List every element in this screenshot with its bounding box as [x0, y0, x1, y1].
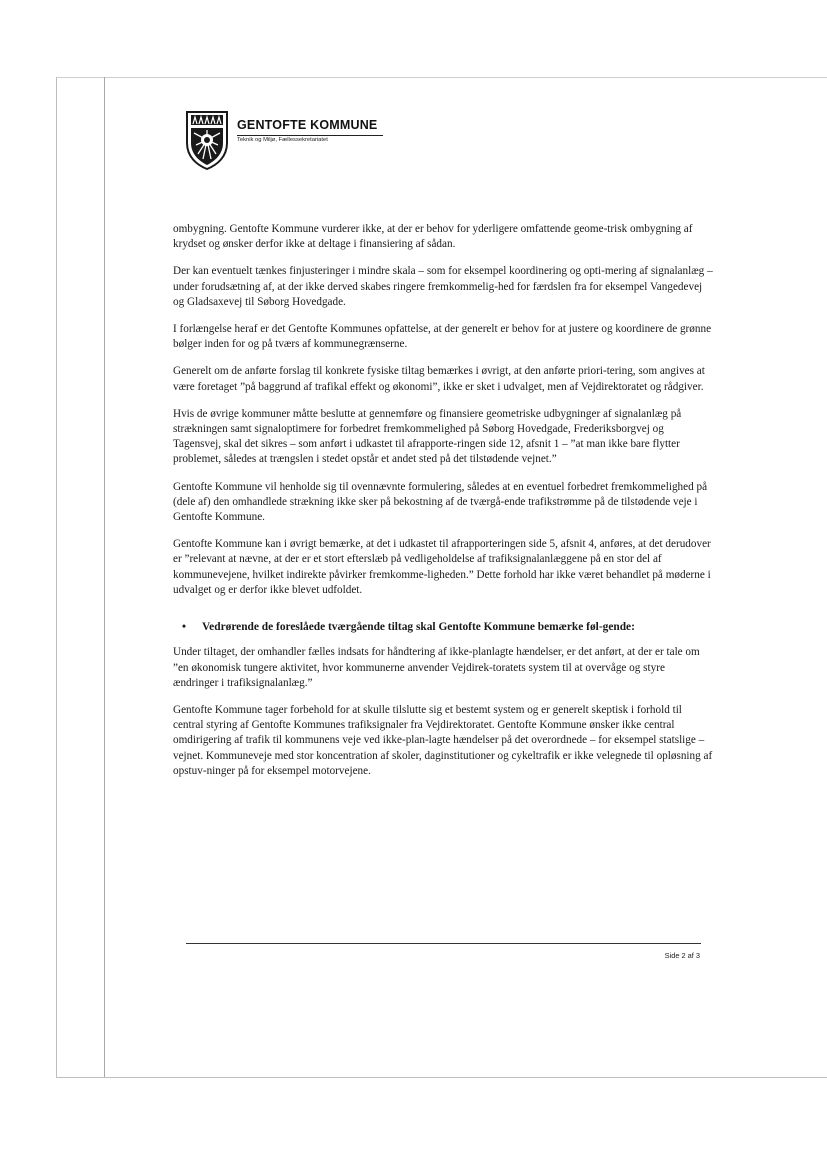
department-name: Teknik og Miljø, Fællessekretariatet: [237, 137, 328, 143]
page-frame-top: [56, 77, 827, 78]
page-frame-bottom: [56, 1077, 827, 1078]
municipal-crest-icon: [184, 109, 230, 171]
paragraph: Generelt om de anførte forslag til konkrete fysiske tiltag bemærkes i øvrigt, at den anførte priori-tering, som angives at være foretaget ”på baggrund af trafikal effekt og økonomi”, ikke er sket i udvalget, men af Vejdirektoratet og rådgiver.: [173, 365, 705, 393]
organization-name: GENTOFTE KOMMUNE: [237, 118, 378, 132]
page-number: Side 2 af 3: [664, 951, 700, 960]
bullet-marker: •: [182, 621, 186, 634]
page-frame-left: [56, 77, 57, 1078]
bullet-heading-text: Vedrørende de foreslåede tværgående tiltag skal Gentofte Kommune bemærke føl-gende:: [202, 621, 635, 634]
bullet-heading: [173, 620, 713, 635]
paragraph: ombygning. Gentofte Kommune vurderer ikke, at der er behov for yderligere omfattende geome-trisk ombygning af krydset og ønsker derfor ikke at deltage i finansiering af sådan.: [173, 223, 693, 251]
paragraph: I forlængelse heraf er det Gentofte Kommunes opfattelse, at der generelt er behov for at justere og koordinere de grønne bølger inden for og på tværs af kommunegrænserne.: [173, 323, 712, 351]
paragraph: Hvis de øvrige kommuner måtte beslutte at gennemføre og finansiere geometriske udbygninger af signalanlæg på strækningen samt signaloptimere for forbedret fremkommelighed på Søborg Hovedgade, Frederiksborgvej og Tagensvej, skal det sikres – som anført i udkastet til afrapporte-ringen side 12, afsnit 1 – ”at man ikke bare flytter problemet, således at trængslen i stedet opstår et andet sted på det tilstødende vejnet.”: [173, 407, 682, 466]
paragraph: Gentofte Kommune tager forbehold for at skulle tilslutte sig et bestemt system og er generelt skeptisk i forhold til central styring af Gentofte Kommunes trafiksignaler fra Vejdirektoratet. Gentofte Kommune ønsker ikke central omdirigering af trafik til kommunens veje ved ikke-plan-lagte hændelser på det overordnede – for eksempel statslige – vejnet. Kommuneveje med stor koncentration af skoler, daginstitutioner og cykeltrafik er ikke velegnede til opløsning af opstuv-ninger på for eksempel motorvejene.: [173, 704, 713, 777]
paragraph: Der kan eventuelt tænkes finjusteringer i mindre skala – som for eksempel koordinering og opti-mering af signalanlæg – under forudsætning af, at der ikke derved skabes ringere fremkommelig-hed for færdslen fra for eksempel Vangedevej og Gladsaxevej til Søborg Hovedgade.: [173, 265, 713, 308]
paragraph: Gentofte Kommune vil henholde sig til ovennævnte formulering, således at en eventuel forbedret fremkommelighed på (dele af) den omhandlede strækning ikke sker på bekostning af de tværgå-ende trafikstrømme på de tilstødende veje i Gentofte Kommune.: [173, 480, 708, 524]
letterhead-rule: [237, 135, 383, 136]
page-margin-line: [104, 77, 105, 1078]
paragraph: Gentofte Kommune kan i øvrigt bemærke, at det i udkastet til afrapporteringen side 5, afsnit 4, anføres, at det derudover er ”relevant at nævne, at der er et stort efterslæb på vedligeholdelse af trafiksignalanlæggene på en stor del af kommunevejene, hvilket indirekte påvirker fremkomme-ligheden.” Dette forhold har ikke været behandlet på møderne i udvalget og er derfor ikke blevet udfoldet.: [173, 538, 711, 596]
letter-body: [173, 222, 713, 791]
paragraph: Under tiltaget, der omhandler fælles indsats for håndtering af ikke-planlagte hændelser, er det anført, at der er tale om ”en økonomisk tungere aktivitet, hvor kommunerne anvender Vejdirek-toratets system til at overvåge og styre ændringer i trafiksignalanlæg.”: [173, 646, 700, 689]
footer-rule: [186, 943, 701, 944]
